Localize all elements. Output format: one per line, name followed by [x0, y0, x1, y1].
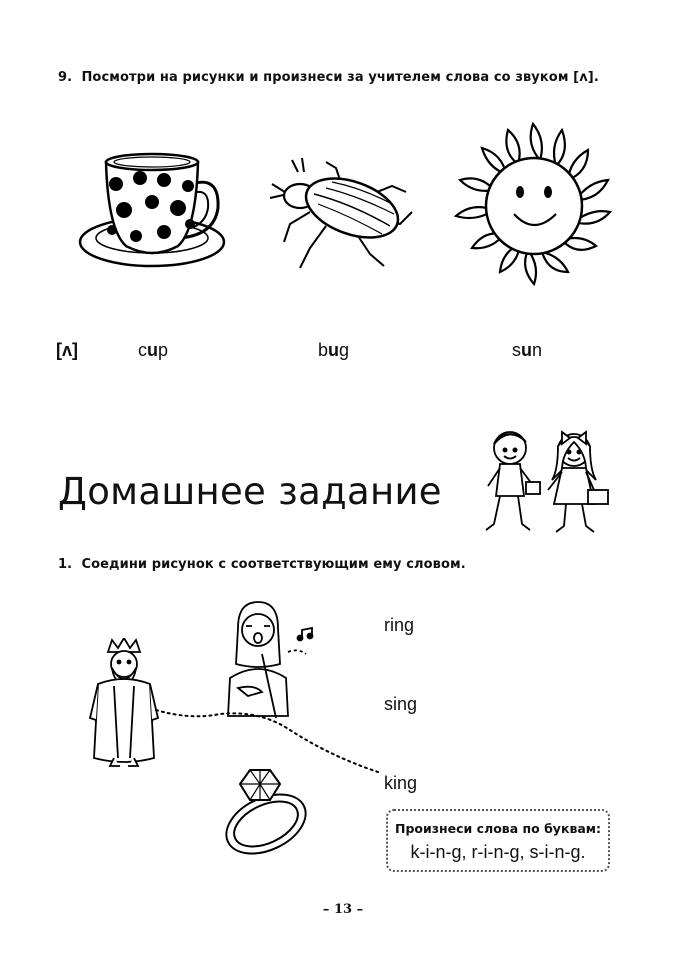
spell-box-text: k-i-n-g, r-i-n-g, s-i-n-g.: [410, 842, 586, 862]
task-9-heading: [58, 70, 599, 85]
word-cup-post: p: [158, 340, 169, 360]
word-cup: [138, 340, 168, 361]
spell-box: [386, 809, 610, 872]
homework-title: Домашнее задание: [58, 470, 442, 513]
match-word-king: king: [384, 773, 418, 793]
word-bug: [318, 340, 349, 361]
match-word-ring: ring: [384, 615, 415, 635]
word-sun: [512, 340, 542, 361]
word-bug-post: g: [339, 340, 350, 360]
task-1-text: Соедини рисунок с соответствующим ему словом.: [81, 557, 466, 572]
task-1-number: 1.: [58, 557, 73, 572]
cup-icon: [78, 150, 228, 270]
match-word-sing: sing: [384, 694, 418, 714]
task-9-number: 9.: [58, 70, 73, 85]
match-line: [150, 700, 390, 780]
word-cup-vowel: u: [147, 340, 158, 360]
children-icon: [482, 420, 612, 540]
sound-symbol: [ʌ]: [56, 340, 78, 360]
word-sun-pre: s: [512, 340, 521, 360]
sun-icon: [450, 120, 616, 288]
spell-box-title: Произнеси слова по буквам:: [395, 821, 601, 836]
bug-icon: [266, 150, 421, 275]
task-1-heading: [58, 557, 466, 572]
word-sun-post: n: [532, 340, 543, 360]
word-bug-vowel: u: [328, 340, 340, 360]
task-9-text: Посмотри на рисунки и произнеси за учителем слова со звуком [ʌ].: [81, 70, 599, 85]
word-bug-pre: b: [318, 340, 329, 360]
page-number: – 13 –: [322, 902, 364, 917]
word-cup-pre: c: [138, 340, 147, 360]
word-sun-vowel: u: [521, 340, 532, 360]
